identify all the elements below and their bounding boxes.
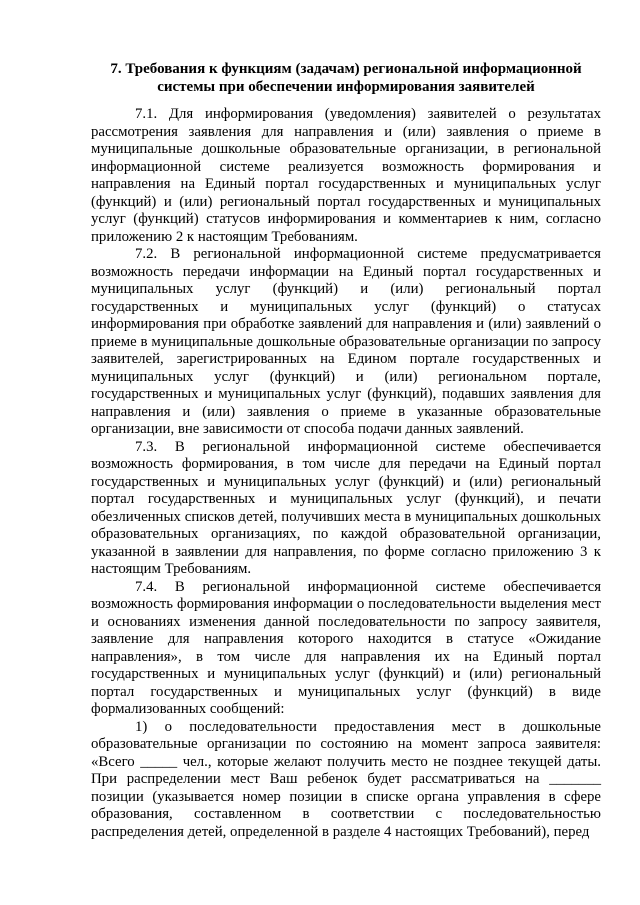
paragraph-7-4: 7.4. В региональной информационной системе обеспечивается возможность формирования информации о последовательности выделения мест и основаниях изменения данной последовательности по запросу заявителя, заявление для направления которого находится в статусе «Ожидание направления», в том числе для направления их на Единый портал государственных и муниципальных услуг (функций) и (или) региональный портал государственных и муниципальных услуг (функций) в виде формализованных сообщений: — [91, 578, 601, 717]
list-item-1: 1) о последовательности предоставления мест в дошкольные образовательные организации по состоянию на момент запроса заявителя: «Всего _____ чел., которые желают получить место не позднее текущей даты. При распределении мест Ваш ребенок будет рассматриваться на _______ позиции (указывается номер позиции в списке органа управления в сфере образования, составленном в соответствии с последовательностью распределения детей, определенной в разделе 4 настоящих Требований), перед — [91, 718, 601, 840]
paragraph-7-3: 7.3. В региональной информационной системе обеспечивается возможность формирования, в том числе для передачи на Единый портал государственных и муниципальных услуг (функций) и (или) региональный портал государственных и муниципальных услуг (функций), и печати обезличенных списков детей, получивших места в муниципальных дошкольных образовательных организациях, по каждой образовательной организации, указанной в заявлении для направления, по форме согласно приложению 3 к настоящим Требованиям. — [91, 438, 601, 577]
section-heading-line-2: системы при обеспечении информирования заявителей — [157, 79, 535, 95]
document-page — [91, 60, 601, 841]
section-heading — [91, 60, 601, 96]
section-heading-line-1: 7. Требования к функциям (задачам) региональной информационной — [110, 61, 582, 77]
paragraph-7-1: 7.1. Для информирования (уведомления) заявителей о результатах рассмотрения заявления для направления и (или) заявления о приеме в муниципальные дошкольные образовательные организации, в региональной информационной системе реализуется возможность формирования и направления на Единый портал государственных и муниципальных услуг (функций) и (или) региональный портал государственных и муниципальных услуг (функций) статусов информирования и комментариев к ним, согласно приложению 2 к настоящим Требованиям. — [91, 106, 601, 245]
paragraph-7-2: 7.2. В региональной информационной системе предусматривается возможность передачи информации на Единый портал государственных и муниципальных услуг (функций) и (или) региональный портал государственных и муниципальных услуг (функций) о статусах информирования при обработке заявлений для направления и (или) заявлений о приеме в муниципальные дошкольные образовательные организации по запросу заявителей, зарегистрированных на Едином портале государственных и муниципальных услуг (функций) и (или) региональном портале, государственных и муниципальных услуг (функций), подавших заявления для направления и (или) заявления о приеме в указанные образовательные организации, вне зависимости от способа подачи данных заявлений. — [91, 246, 601, 437]
